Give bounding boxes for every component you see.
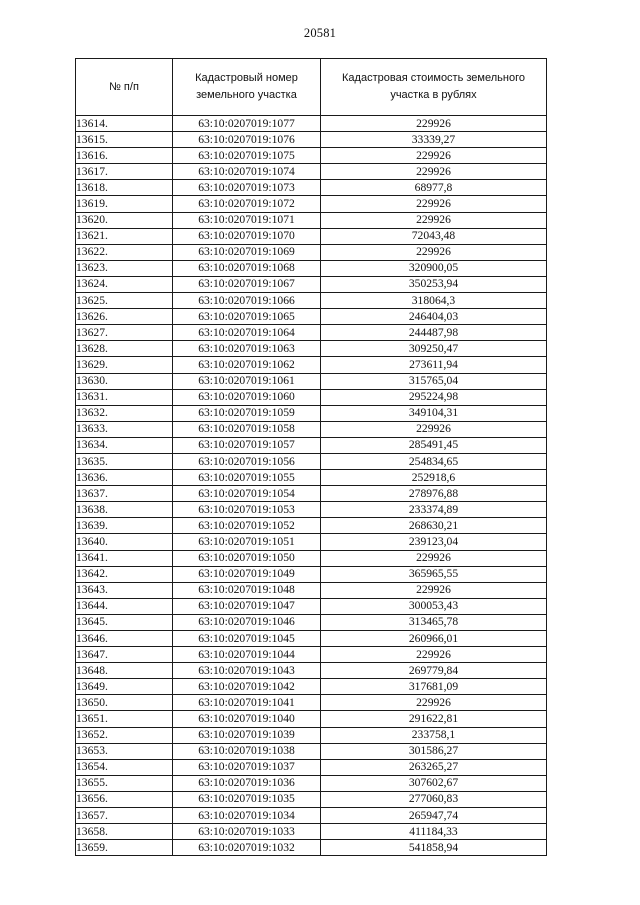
- table-row: [76, 695, 547, 711]
- table-row: [76, 759, 547, 775]
- cadastral-cost-cell: 252918,6: [321, 470, 547, 486]
- row-number-cell: 13644.: [76, 598, 173, 614]
- table-row: [76, 614, 547, 630]
- row-number-cell: 13637.: [76, 486, 173, 502]
- table-row: [76, 244, 547, 260]
- table-row: [76, 421, 547, 437]
- cadastral-cost-cell: 301586,27: [321, 743, 547, 759]
- row-number-cell: 13616.: [76, 148, 173, 164]
- row-number-cell: 13656.: [76, 791, 173, 807]
- cadastral-number-cell: 63:10:0207019:1050: [173, 550, 321, 566]
- table-row: [76, 550, 547, 566]
- row-number-cell: 13645.: [76, 614, 173, 630]
- cadastral-cost-cell: 229926: [321, 164, 547, 180]
- row-number-cell: 13626.: [76, 309, 173, 325]
- table-row: [76, 808, 547, 824]
- table-row: [76, 453, 547, 469]
- cadastral-number-cell: 63:10:0207019:1056: [173, 453, 321, 469]
- row-number-cell: 13651.: [76, 711, 173, 727]
- cadastral-cost-cell: 229926: [321, 550, 547, 566]
- cadastral-cost-cell: 239123,04: [321, 534, 547, 550]
- row-number-cell: 13618.: [76, 180, 173, 196]
- cadastral-number-cell: 63:10:0207019:1051: [173, 534, 321, 550]
- cadastral-cost-cell: 278976,88: [321, 486, 547, 502]
- row-number-cell: 13655.: [76, 775, 173, 791]
- table-row: [76, 566, 547, 582]
- cadastral-cost-cell: 309250,47: [321, 341, 547, 357]
- cadastral-cost-cell: 285491,45: [321, 437, 547, 453]
- table-row: [76, 373, 547, 389]
- row-number-cell: 13629.: [76, 357, 173, 373]
- cadastral-cost-cell: 315765,04: [321, 373, 547, 389]
- table-row: [76, 276, 547, 292]
- cadastral-cost-cell: 254834,65: [321, 453, 547, 469]
- row-number-cell: 13634.: [76, 437, 173, 453]
- table-row: [76, 743, 547, 759]
- cadastral-number-cell: 63:10:0207019:1055: [173, 470, 321, 486]
- cadastral-number-cell: 63:10:0207019:1042: [173, 679, 321, 695]
- cadastral-cost-cell: 33339,27: [321, 132, 547, 148]
- cadastral-number-cell: 63:10:0207019:1038: [173, 743, 321, 759]
- row-number-cell: 13632.: [76, 405, 173, 421]
- cadastral-number-cell: 63:10:0207019:1059: [173, 405, 321, 421]
- cadastral-number-cell: 63:10:0207019:1052: [173, 518, 321, 534]
- table-row: [76, 775, 547, 791]
- table-row: [76, 116, 547, 132]
- table-row: [76, 711, 547, 727]
- row-number-cell: 13619.: [76, 196, 173, 212]
- cadastral-cost-cell: 307602,67: [321, 775, 547, 791]
- cadastral-number-cell: 63:10:0207019:1041: [173, 695, 321, 711]
- cadastral-number-cell: 63:10:0207019:1058: [173, 421, 321, 437]
- row-number-cell: 13615.: [76, 132, 173, 148]
- table-row: [76, 791, 547, 807]
- row-number-cell: 13624.: [76, 276, 173, 292]
- cadastral-cost-cell: 318064,3: [321, 293, 547, 309]
- cadastral-cost-cell: 541858,94: [321, 840, 547, 856]
- cadastral-table: [75, 58, 547, 856]
- cadastral-cost-cell: 229926: [321, 212, 547, 228]
- table-row: [76, 840, 547, 856]
- table-row: [76, 293, 547, 309]
- row-number-cell: 13622.: [76, 244, 173, 260]
- cadastral-cost-cell: 300053,43: [321, 598, 547, 614]
- header-cadastral-number: Кадастровый номер земельного участка: [173, 59, 321, 116]
- cadastral-number-cell: 63:10:0207019:1067: [173, 276, 321, 292]
- cadastral-cost-cell: 277060,83: [321, 791, 547, 807]
- table-row: [76, 470, 547, 486]
- cadastral-cost-cell: 365965,55: [321, 566, 547, 582]
- cadastral-cost-cell: 349104,31: [321, 405, 547, 421]
- row-number-cell: 13627.: [76, 325, 173, 341]
- cadastral-cost-cell: 68977,8: [321, 180, 547, 196]
- cadastral-number-cell: 63:10:0207019:1047: [173, 598, 321, 614]
- row-number-cell: 13625.: [76, 293, 173, 309]
- cadastral-number-cell: 63:10:0207019:1034: [173, 808, 321, 824]
- cadastral-number-cell: 63:10:0207019:1076: [173, 132, 321, 148]
- table-row: [76, 228, 547, 244]
- table-row: [76, 212, 547, 228]
- table-row: [76, 502, 547, 518]
- row-number-cell: 13633.: [76, 421, 173, 437]
- table-row: [76, 518, 547, 534]
- cadastral-cost-cell: 229926: [321, 116, 547, 132]
- cadastral-cost-cell: 260966,01: [321, 631, 547, 647]
- cadastral-cost-cell: 313465,78: [321, 614, 547, 630]
- row-number-cell: 13652.: [76, 727, 173, 743]
- table-row: [76, 727, 547, 743]
- cadastral-cost-cell: 268630,21: [321, 518, 547, 534]
- table-row: [76, 582, 547, 598]
- cadastral-cost-cell: 265947,74: [321, 808, 547, 824]
- table-row: [76, 325, 547, 341]
- row-number-cell: 13638.: [76, 502, 173, 518]
- row-number-cell: 13614.: [76, 116, 173, 132]
- cadastral-number-cell: 63:10:0207019:1035: [173, 791, 321, 807]
- cadastral-cost-cell: 229926: [321, 196, 547, 212]
- table-row: [76, 824, 547, 840]
- table-row: [76, 180, 547, 196]
- row-number-cell: 13657.: [76, 808, 173, 824]
- table-row: [76, 164, 547, 180]
- cadastral-number-cell: 63:10:0207019:1068: [173, 260, 321, 276]
- cadastral-number-cell: 63:10:0207019:1070: [173, 228, 321, 244]
- cadastral-cost-cell: 246404,03: [321, 309, 547, 325]
- cadastral-number-cell: 63:10:0207019:1040: [173, 711, 321, 727]
- cadastral-cost-cell: 233758,1: [321, 727, 547, 743]
- cadastral-number-cell: 63:10:0207019:1061: [173, 373, 321, 389]
- row-number-cell: 13630.: [76, 373, 173, 389]
- cadastral-cost-cell: 244487,98: [321, 325, 547, 341]
- table-row: [76, 389, 547, 405]
- cadastral-number-cell: 63:10:0207019:1071: [173, 212, 321, 228]
- table-row: [76, 309, 547, 325]
- header-row-number: № п/п: [76, 59, 173, 116]
- row-number-cell: 13617.: [76, 164, 173, 180]
- cadastral-number-cell: 63:10:0207019:1073: [173, 180, 321, 196]
- cadastral-cost-cell: 291622,81: [321, 711, 547, 727]
- cadastral-number-cell: 63:10:0207019:1057: [173, 437, 321, 453]
- row-number-cell: 13647.: [76, 647, 173, 663]
- cadastral-cost-cell: 72043,48: [321, 228, 547, 244]
- row-number-cell: 13654.: [76, 759, 173, 775]
- table-body: [76, 116, 547, 856]
- cadastral-number-cell: 63:10:0207019:1053: [173, 502, 321, 518]
- row-number-cell: 13653.: [76, 743, 173, 759]
- row-number-cell: 13635.: [76, 453, 173, 469]
- table-row: [76, 341, 547, 357]
- cadastral-cost-cell: 229926: [321, 695, 547, 711]
- table-row: [76, 196, 547, 212]
- cadastral-cost-cell: 233374,89: [321, 502, 547, 518]
- cadastral-number-cell: 63:10:0207019:1039: [173, 727, 321, 743]
- row-number-cell: 13642.: [76, 566, 173, 582]
- header-cadastral-cost: Кадастровая стоимость земельного участка в рублях: [321, 59, 547, 116]
- table-row: [76, 260, 547, 276]
- row-number-cell: 13631.: [76, 389, 173, 405]
- cadastral-cost-cell: 317681,09: [321, 679, 547, 695]
- cadastral-cost-cell: 229926: [321, 421, 547, 437]
- row-number-cell: 13659.: [76, 840, 173, 856]
- cadastral-cost-cell: 320900,05: [321, 260, 547, 276]
- cadastral-cost-cell: 269779,84: [321, 663, 547, 679]
- cadastral-cost-cell: 229926: [321, 244, 547, 260]
- cadastral-number-cell: 63:10:0207019:1060: [173, 389, 321, 405]
- cadastral-number-cell: 63:10:0207019:1069: [173, 244, 321, 260]
- table-row: [76, 437, 547, 453]
- cadastral-number-cell: 63:10:0207019:1063: [173, 341, 321, 357]
- cadastral-number-cell: 63:10:0207019:1048: [173, 582, 321, 598]
- cadastral-number-cell: 63:10:0207019:1054: [173, 486, 321, 502]
- cadastral-number-cell: 63:10:0207019:1074: [173, 164, 321, 180]
- row-number-cell: 13636.: [76, 470, 173, 486]
- table-row: [76, 405, 547, 421]
- row-number-cell: 13621.: [76, 228, 173, 244]
- cadastral-number-cell: 63:10:0207019:1037: [173, 759, 321, 775]
- cadastral-number-cell: 63:10:0207019:1044: [173, 647, 321, 663]
- cadastral-cost-cell: 229926: [321, 148, 547, 164]
- table-row: [76, 663, 547, 679]
- cadastral-cost-cell: 350253,94: [321, 276, 547, 292]
- cadastral-number-cell: 63:10:0207019:1043: [173, 663, 321, 679]
- table-row: [76, 598, 547, 614]
- cadastral-cost-cell: 295224,98: [321, 389, 547, 405]
- row-number-cell: 13649.: [76, 679, 173, 695]
- cadastral-number-cell: 63:10:0207019:1077: [173, 116, 321, 132]
- row-number-cell: 13639.: [76, 518, 173, 534]
- table-row: [76, 357, 547, 373]
- table-row: [76, 631, 547, 647]
- table-row: [76, 132, 547, 148]
- cadastral-cost-cell: 229926: [321, 647, 547, 663]
- cadastral-number-cell: 63:10:0207019:1032: [173, 840, 321, 856]
- cadastral-number-cell: 63:10:0207019:1066: [173, 293, 321, 309]
- row-number-cell: 13648.: [76, 663, 173, 679]
- row-number-cell: 13643.: [76, 582, 173, 598]
- cadastral-number-cell: 63:10:0207019:1065: [173, 309, 321, 325]
- table-row: [76, 679, 547, 695]
- row-number-cell: 13620.: [76, 212, 173, 228]
- cadastral-number-cell: 63:10:0207019:1072: [173, 196, 321, 212]
- cadastral-number-cell: 63:10:0207019:1062: [173, 357, 321, 373]
- table-row: [76, 148, 547, 164]
- row-number-cell: 13658.: [76, 824, 173, 840]
- cadastral-number-cell: 63:10:0207019:1045: [173, 631, 321, 647]
- cadastral-number-cell: 63:10:0207019:1033: [173, 824, 321, 840]
- cadastral-number-cell: 63:10:0207019:1049: [173, 566, 321, 582]
- table-row: [76, 647, 547, 663]
- cadastral-cost-cell: 263265,27: [321, 759, 547, 775]
- cadastral-number-cell: 63:10:0207019:1075: [173, 148, 321, 164]
- row-number-cell: 13646.: [76, 631, 173, 647]
- row-number-cell: 13650.: [76, 695, 173, 711]
- cadastral-cost-cell: 229926: [321, 582, 547, 598]
- cadastral-cost-cell: 411184,33: [321, 824, 547, 840]
- cadastral-number-cell: 63:10:0207019:1036: [173, 775, 321, 791]
- cadastral-number-cell: 63:10:0207019:1064: [173, 325, 321, 341]
- row-number-cell: 13623.: [76, 260, 173, 276]
- table-row: [76, 486, 547, 502]
- cadastral-cost-cell: 273611,94: [321, 357, 547, 373]
- row-number-cell: 13628.: [76, 341, 173, 357]
- page-number: 20581: [303, 26, 337, 40]
- cadastral-number-cell: 63:10:0207019:1046: [173, 614, 321, 630]
- row-number-cell: 13640.: [76, 534, 173, 550]
- row-number-cell: 13641.: [76, 550, 173, 566]
- table-header-row: [76, 59, 547, 116]
- table-row: [76, 534, 547, 550]
